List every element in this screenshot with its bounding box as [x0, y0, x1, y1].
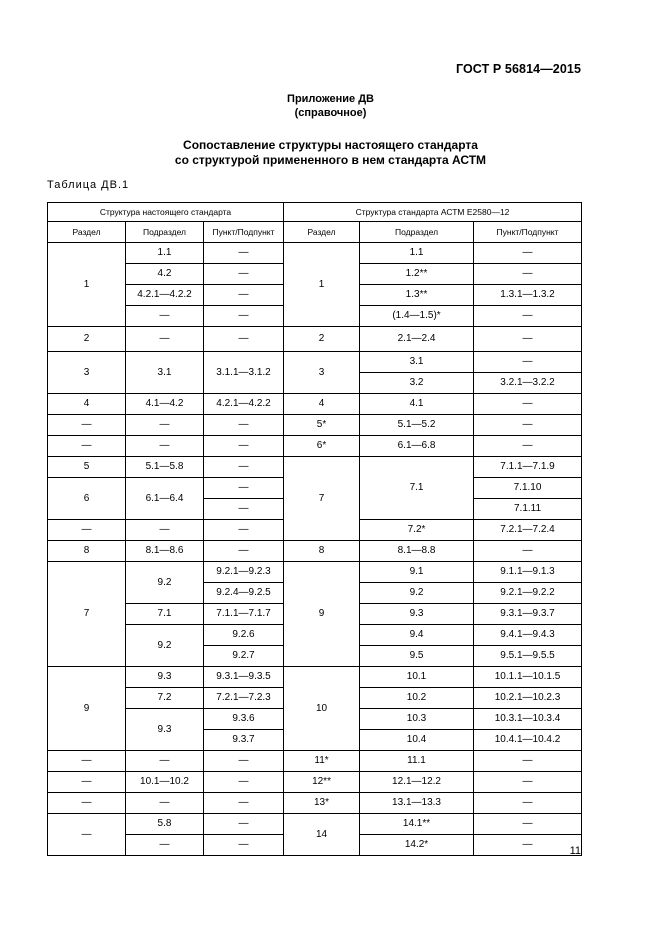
- table-cell: 8: [48, 541, 126, 562]
- table-cell: 10.1—10.2: [126, 772, 204, 793]
- table-cell: 3.1.1—3.1.2: [204, 352, 284, 394]
- table-cell: —: [204, 457, 284, 478]
- table-cell: 9.3: [126, 667, 204, 688]
- table-cell: 9.1.1—9.1.3: [474, 562, 582, 583]
- table-cell: —: [126, 436, 204, 457]
- table-cell: —: [48, 814, 126, 856]
- table-cell: 5.8: [126, 814, 204, 835]
- table-cell: —: [474, 352, 582, 373]
- table-row: [48, 793, 582, 814]
- table-cell: 9.2: [126, 625, 204, 667]
- table-cell: 7.2: [126, 688, 204, 709]
- table-row: [48, 415, 582, 436]
- table-cell: —: [474, 394, 582, 415]
- title-line-2: со структурой примененного в нем стандарта АСТМ: [174, 153, 487, 167]
- table-cell: 7.1.10: [474, 478, 582, 499]
- table-row: [48, 394, 582, 415]
- table-row: [48, 814, 582, 835]
- table-cell: 7: [284, 457, 360, 541]
- table-cell: —: [474, 541, 582, 562]
- table-cell: —: [204, 835, 284, 856]
- table-cell: —: [204, 751, 284, 772]
- document-code: ГОСТ Р 56814—2015: [455, 62, 581, 76]
- group-header-this-standard: Структура настоящего стандарта: [48, 203, 284, 222]
- table-cell: 8.1—8.6: [126, 541, 204, 562]
- annex-title: Приложение ДВ: [287, 93, 374, 105]
- table-row: [48, 243, 582, 264]
- annex-heading: [0, 92, 661, 120]
- table-cell: 9: [284, 562, 360, 667]
- table-cell: —: [126, 751, 204, 772]
- table-cell: 12**: [284, 772, 360, 793]
- table-cell: 10.3: [360, 709, 474, 730]
- table-cell: 7.2.1—7.2.4: [474, 520, 582, 541]
- table-cell: 6*: [284, 436, 360, 457]
- table-cell: —: [204, 306, 284, 327]
- table-cell: 14.1**: [360, 814, 474, 835]
- table-cell: 9.3.1—9.3.7: [474, 604, 582, 625]
- table-cell: 7: [48, 562, 126, 667]
- col-header: Подраздел: [360, 222, 474, 243]
- table-row: [48, 327, 582, 352]
- table-row: [48, 562, 582, 583]
- table-cell: —: [48, 436, 126, 457]
- table-row: [48, 772, 582, 793]
- table-cell: 12.1—12.2: [360, 772, 474, 793]
- table-cell: 9.1: [360, 562, 474, 583]
- table-cell: 6.1—6.8: [360, 436, 474, 457]
- table-cell: 9.2: [126, 562, 204, 604]
- title-line-1: Сопоставление структуры настоящего стандарта: [183, 138, 478, 152]
- table-group-header: [48, 203, 582, 222]
- page-title: [0, 138, 661, 168]
- table-row: [48, 457, 582, 478]
- table-cell: 9.5.1—9.5.5: [474, 646, 582, 667]
- table-cell: 2: [48, 327, 126, 352]
- annex-subtitle: (справочное): [294, 107, 367, 119]
- table-cell: 7.1: [126, 604, 204, 625]
- table-cell: —: [474, 793, 582, 814]
- table-cell: —: [474, 835, 582, 856]
- table-cell: 1.3.1—1.3.2: [474, 285, 582, 306]
- table-column-header: [48, 222, 582, 243]
- table-cell: 5*: [284, 415, 360, 436]
- table-row: [48, 352, 582, 373]
- table-cell: —: [204, 243, 284, 264]
- group-header-astm-standard: Структура стандарта АСТМ Е2580—12: [284, 203, 582, 222]
- table-cell: 8.1—8.8: [360, 541, 474, 562]
- table-cell: 10.2: [360, 688, 474, 709]
- table-cell: 9.3: [360, 604, 474, 625]
- table-cell: 9.3.6: [204, 709, 284, 730]
- table-cell: 7.1: [360, 457, 474, 520]
- table-cell: —: [204, 264, 284, 285]
- table-cell: —: [204, 541, 284, 562]
- table-cell: 3.1: [126, 352, 204, 394]
- table-cell: —: [126, 793, 204, 814]
- table-cell: —: [48, 520, 126, 541]
- table-cell: —: [204, 793, 284, 814]
- table-cell: 1.1: [126, 243, 204, 264]
- table-cell: 7.2*: [360, 520, 474, 541]
- table-cell: 2: [284, 327, 360, 352]
- table-cell: 13*: [284, 793, 360, 814]
- table-cell: —: [126, 306, 204, 327]
- col-header: Подраздел: [126, 222, 204, 243]
- table-cell: 7.1.1—7.1.9: [474, 457, 582, 478]
- table-cell: 5: [48, 457, 126, 478]
- table-label: Таблица ДВ.1: [47, 179, 130, 191]
- table-cell: 9.3.1—9.3.5: [204, 667, 284, 688]
- table-cell: 6: [48, 478, 126, 520]
- table-cell: —: [204, 436, 284, 457]
- table-row: [48, 436, 582, 457]
- table-cell: —: [204, 499, 284, 520]
- table-cell: 9.2.4—9.2.5: [204, 583, 284, 604]
- table-cell: —: [126, 835, 204, 856]
- table-cell: 9.2.7: [204, 646, 284, 667]
- table-cell: —: [126, 415, 204, 436]
- table-cell: 9.2.1—9.2.2: [474, 583, 582, 604]
- table-cell: —: [474, 306, 582, 327]
- table-cell: 1: [284, 243, 360, 327]
- table-cell: —: [48, 751, 126, 772]
- table-cell: 4.1: [360, 394, 474, 415]
- table-cell: —: [204, 327, 284, 352]
- col-header: Раздел: [48, 222, 126, 243]
- table-cell: 13.1—13.3: [360, 793, 474, 814]
- table-cell: —: [204, 520, 284, 541]
- table-cell: —: [126, 520, 204, 541]
- table-cell: —: [204, 478, 284, 499]
- table-cell: 5.1—5.8: [126, 457, 204, 478]
- table-cell: (1.4—1.5)*: [360, 306, 474, 327]
- table-cell: 1.3**: [360, 285, 474, 306]
- table-cell: —: [48, 415, 126, 436]
- table-cell: 2.1—2.4: [360, 327, 474, 352]
- table-row: [48, 667, 582, 688]
- table-cell: 10.1: [360, 667, 474, 688]
- table-cell: —: [48, 793, 126, 814]
- col-header: Пункт/Подпункт: [474, 222, 582, 243]
- table-cell: 3.1: [360, 352, 474, 373]
- table-cell: 7.2.1—7.2.3: [204, 688, 284, 709]
- table-row: [48, 541, 582, 562]
- table-cell: 4.2.1—4.2.2: [126, 285, 204, 306]
- table-cell: 10: [284, 667, 360, 751]
- table-cell: 9.4.1—9.4.3: [474, 625, 582, 646]
- table-row: [48, 751, 582, 772]
- table-cell: 9.3.7: [204, 730, 284, 751]
- table-cell: —: [48, 772, 126, 793]
- table-cell: 11*: [284, 751, 360, 772]
- table-cell: —: [204, 814, 284, 835]
- table-cell: 3: [284, 352, 360, 394]
- table-cell: 5.1—5.2: [360, 415, 474, 436]
- table-cell: —: [474, 415, 582, 436]
- table-cell: 8: [284, 541, 360, 562]
- table-cell: —: [474, 327, 582, 352]
- table-cell: 9.2.1—9.2.3: [204, 562, 284, 583]
- table-cell: 9.2: [360, 583, 474, 604]
- table-cell: 9.2.6: [204, 625, 284, 646]
- table-cell: 14: [284, 814, 360, 856]
- table-cell: 10.1.1—10.1.5: [474, 667, 582, 688]
- col-header: Пункт/Подпункт: [204, 222, 284, 243]
- table-cell: —: [474, 436, 582, 457]
- table-cell: —: [474, 264, 582, 285]
- table-cell: —: [204, 772, 284, 793]
- table-cell: 3: [48, 352, 126, 394]
- table-cell: 11.1: [360, 751, 474, 772]
- table-cell: 4: [284, 394, 360, 415]
- table-cell: 9.5: [360, 646, 474, 667]
- table-cell: 7.1.11: [474, 499, 582, 520]
- comparison-table: [47, 202, 582, 856]
- table-cell: —: [474, 814, 582, 835]
- table-cell: 10.3.1—10.3.4: [474, 709, 582, 730]
- table-cell: 10.4.1—10.4.2: [474, 730, 582, 751]
- table-cell: 9: [48, 667, 126, 751]
- table-cell: 1.2**: [360, 264, 474, 285]
- table-cell: —: [204, 285, 284, 306]
- col-header: Раздел: [284, 222, 360, 243]
- table-cell: —: [126, 327, 204, 352]
- page-number: 11: [569, 845, 581, 857]
- table-cell: 4: [48, 394, 126, 415]
- table-cell: 3.2.1—3.2.2: [474, 373, 582, 394]
- table-cell: 9.4: [360, 625, 474, 646]
- table-cell: 1.1: [360, 243, 474, 264]
- table-cell: 4.1—4.2: [126, 394, 204, 415]
- table-cell: 10.2.1—10.2.3: [474, 688, 582, 709]
- table-cell: —: [474, 772, 582, 793]
- table-cell: 3.2: [360, 373, 474, 394]
- table-cell: —: [204, 415, 284, 436]
- table-cell: 14.2*: [360, 835, 474, 856]
- table-cell: 6.1—6.4: [126, 478, 204, 520]
- table-cell: 4.2.1—4.2.2: [204, 394, 284, 415]
- table-cell: —: [474, 243, 582, 264]
- table-cell: 1: [48, 243, 126, 327]
- table-cell: 10.4: [360, 730, 474, 751]
- table-cell: 9.3: [126, 709, 204, 751]
- table-cell: 7.1.1—7.1.7: [204, 604, 284, 625]
- table-cell: —: [474, 751, 582, 772]
- table-cell: 4.2: [126, 264, 204, 285]
